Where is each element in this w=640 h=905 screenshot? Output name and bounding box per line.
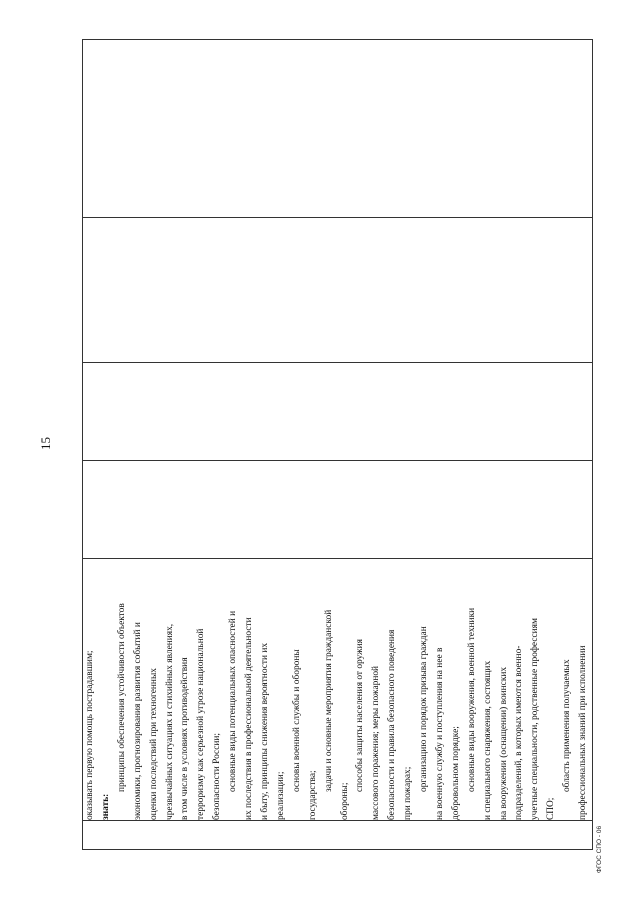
curriculum-table — [82, 39, 593, 850]
text-line: учетные специальности, родственные профессиям — [530, 618, 541, 820]
text-line: безопасности России; — [212, 732, 223, 820]
text-line: область применения получаемых — [562, 659, 573, 792]
content-lines — [83, 559, 592, 820]
table-row — [83, 40, 593, 850]
empty-cell-2 — [83, 363, 593, 461]
text-line: основные виды потенциальных опасностей и — [228, 610, 239, 792]
text-line: оказывать первую помощь пострадавшим; — [85, 650, 95, 820]
text-line: и быту, принципы снижения вероятности их — [259, 642, 270, 820]
text-line: принципы обеспечения устойчивости объектов — [116, 603, 127, 792]
index-cell — [83, 821, 593, 850]
text-line: основные виды вооружения, военной техники — [466, 607, 477, 792]
text-line: терроризму как серьезной угрозе национальной — [196, 628, 207, 820]
text-line: обороны; — [339, 782, 350, 820]
text-line: задачи и основные мероприятия гражданской — [323, 609, 334, 792]
page-number: 15 — [38, 437, 53, 450]
footer-code: ФГОС СПО - 06 — [596, 825, 603, 873]
text-line: массового поражения; меры пожарной — [371, 665, 382, 820]
text-line: и специального снаряжения, состоящих — [482, 660, 493, 820]
text-line: профессиональных знаний при исполнении — [578, 645, 589, 820]
text-line: знать: — [100, 793, 111, 820]
empty-cell-4 — [83, 40, 593, 218]
text-line: способы защиты населения от оружия — [355, 639, 366, 792]
rotated-table-area — [82, 40, 589, 850]
text-line: оценки последствий при техногенных — [148, 668, 159, 820]
text-line: добровольном порядке; — [450, 726, 461, 820]
text-line: СПО; — [546, 797, 557, 820]
text-line: государства; — [307, 770, 318, 820]
text-line: их последствия в профессиональной деятельности — [244, 617, 255, 820]
text-line: основы военной службы и обороны — [291, 649, 302, 792]
text-line: при пожарах; — [403, 766, 414, 820]
text-line: безопасности и правила безопасного поведения — [387, 629, 398, 820]
text-line: экономики, прогнозирования развития событий и — [132, 622, 143, 820]
empty-cell-3 — [83, 218, 593, 363]
text-line: на вооружении (оснащении) воинских — [498, 666, 509, 820]
empty-cell-1 — [83, 461, 593, 559]
content-cell — [83, 559, 593, 821]
text-line: подразделений, в которых имеются военно- — [514, 645, 525, 820]
text-line: на военную службу и поступления на нее в — [434, 647, 445, 820]
text-line: чрезвычайных ситуациях и стихийных явлениях, — [164, 623, 175, 820]
text-line: в том числе в условиях противодействия — [180, 657, 191, 820]
text-line: организацию и порядок призыва граждан — [419, 626, 430, 792]
text-line: реализации; — [275, 771, 286, 820]
